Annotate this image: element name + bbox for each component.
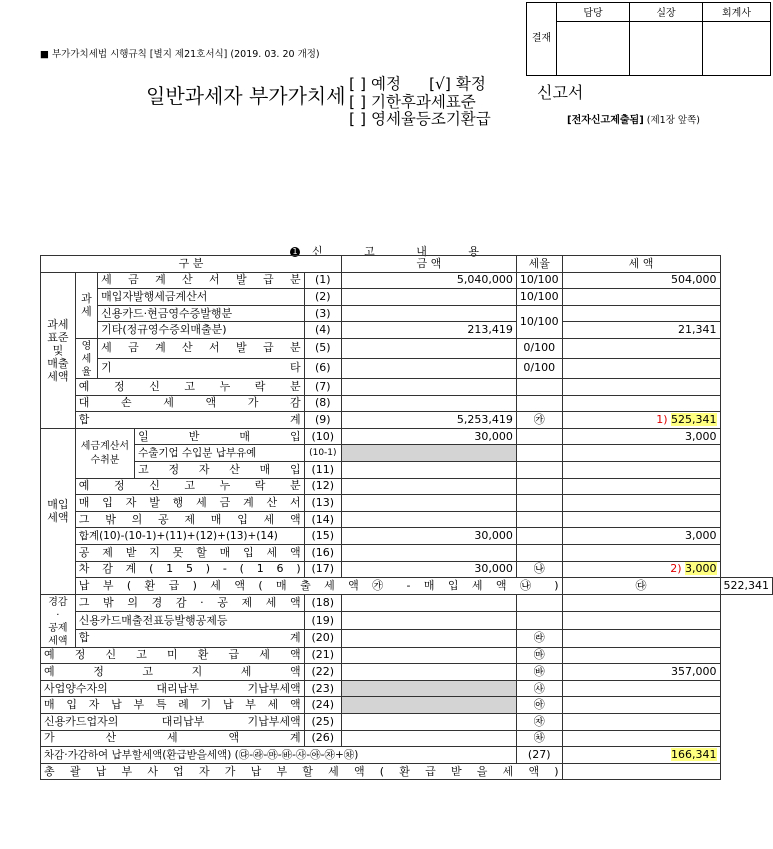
row-label: 기 타 bbox=[98, 358, 305, 378]
row-number: (5) bbox=[304, 338, 341, 358]
rate-cell: ㉴ bbox=[516, 680, 562, 697]
table-row bbox=[41, 412, 773, 429]
row-label: 신용카드업자의 대리납부 기납부세액 bbox=[41, 714, 305, 731]
table-row bbox=[41, 461, 773, 478]
tax-cell[interactable] bbox=[562, 714, 720, 731]
row-number: (8) bbox=[304, 395, 341, 412]
rate-cell bbox=[516, 461, 562, 478]
table-row bbox=[41, 272, 773, 289]
tax-cell[interactable]: 3,000 bbox=[562, 528, 720, 545]
approval-role-staff: 담당 bbox=[557, 3, 630, 22]
amount-cell[interactable] bbox=[341, 395, 516, 412]
amount-cell[interactable] bbox=[341, 478, 516, 495]
section-title: 신 고 내 용 bbox=[312, 245, 498, 258]
row-number: (18) bbox=[304, 594, 341, 612]
row-number: (25) bbox=[304, 714, 341, 731]
table-row bbox=[41, 594, 773, 612]
tax-cell[interactable] bbox=[562, 495, 720, 512]
rate-cell: ㉶ bbox=[516, 714, 562, 731]
option-early-refund[interactable] bbox=[349, 107, 491, 129]
form-title: 일반과세자 부가가치세 bbox=[146, 84, 346, 108]
amount-cell[interactable] bbox=[341, 358, 516, 378]
row-label: 납 부 ( 환 급 ) 세 액 ( 매 출 세 액 ㉮ - 매 입 세 액 ㉯ ) bbox=[75, 578, 562, 595]
tax-cell[interactable] bbox=[562, 763, 720, 780]
row-number: (21) bbox=[304, 647, 341, 664]
row-label: 신용카드·현금영수증발행분 bbox=[98, 305, 305, 322]
option-label: 영세율등조기환급 bbox=[370, 110, 491, 128]
amount-cell[interactable] bbox=[341, 289, 516, 306]
row-label: 기타(정규영수증외매출분) bbox=[98, 322, 305, 339]
option-checkbox[interactable]: [ ] bbox=[349, 75, 367, 93]
table-row bbox=[41, 612, 773, 630]
amount-cell[interactable] bbox=[341, 647, 516, 664]
row-label: 수출기업 수입분 납부유예 bbox=[135, 445, 305, 462]
tax-cell[interactable]: 357,000 bbox=[562, 664, 720, 681]
table-row bbox=[41, 528, 773, 545]
row-label: 매 입 자 납 부 특 례 기 납 부 세 액 bbox=[41, 697, 305, 714]
option-label: 확정 bbox=[455, 75, 486, 93]
amount-cell[interactable] bbox=[341, 511, 516, 528]
table-row bbox=[41, 561, 773, 578]
rate-cell: ㉳ bbox=[516, 664, 562, 681]
approval-box bbox=[526, 2, 771, 76]
tax-cell[interactable] bbox=[562, 305, 720, 322]
row-number: (23) bbox=[304, 680, 341, 697]
row-label: 세 금 계 산 서 발 급 분 bbox=[98, 272, 305, 289]
row-number: (10-1) bbox=[304, 445, 341, 462]
amount-cell-disabled bbox=[341, 697, 516, 714]
amount-cell[interactable] bbox=[341, 338, 516, 358]
row-label: 예 정 신 고 미 환 급 세 액 bbox=[41, 647, 305, 664]
row-label: 일 반 매 입 bbox=[135, 428, 305, 445]
annotation-marker: 2) bbox=[670, 562, 682, 576]
amount-cell[interactable] bbox=[341, 630, 516, 648]
row-number: (14) bbox=[304, 511, 341, 528]
row-label: 고 정 자 산 매 입 bbox=[135, 461, 305, 478]
table-row bbox=[41, 544, 773, 561]
row-number: (12) bbox=[304, 478, 341, 495]
rate-cell: ㉵ bbox=[516, 697, 562, 714]
table-row bbox=[41, 697, 773, 714]
row-number: (6) bbox=[304, 358, 341, 378]
row-number: (7) bbox=[304, 378, 341, 395]
tax-cell[interactable] bbox=[562, 511, 720, 528]
rate-cell bbox=[516, 428, 562, 445]
row-number: (11) bbox=[304, 461, 341, 478]
amount-cell[interactable]: 5,040,000 bbox=[341, 272, 516, 289]
tax-cell[interactable] bbox=[562, 445, 720, 462]
group-label-text: 매입 세액 bbox=[47, 498, 69, 525]
group-label-text: 영 세 율 bbox=[81, 340, 92, 378]
row-label: 매입자발행세금계산서 bbox=[98, 289, 305, 306]
group-label-text: 과세 표준 및 매출 세액 bbox=[47, 317, 69, 383]
tax-cell[interactable] bbox=[562, 338, 720, 358]
tax-cell[interactable] bbox=[562, 647, 720, 664]
row-number: (26) bbox=[304, 730, 341, 747]
rate-cell: 0/100 bbox=[516, 358, 562, 378]
row-number: (22) bbox=[304, 664, 341, 681]
tax-cell[interactable] bbox=[562, 412, 720, 429]
annotation-marker: 1) bbox=[656, 412, 668, 426]
group-label-purchase bbox=[41, 428, 76, 594]
electronic-filing-status: [전자신고제출됨] bbox=[567, 115, 644, 126]
column-header-amount: 금 액 bbox=[341, 256, 516, 273]
approval-sign-manager[interactable] bbox=[630, 21, 703, 76]
rate-cell: 10/100 bbox=[516, 305, 562, 338]
tax-cell[interactable]: 504,000 bbox=[562, 272, 720, 289]
row-label: 합 계 bbox=[75, 630, 304, 648]
tax-cell[interactable] bbox=[562, 561, 720, 578]
highlighted-value: 166,341 bbox=[671, 748, 717, 762]
section-number-icon: 1 bbox=[290, 247, 300, 257]
tax-cell[interactable] bbox=[562, 730, 720, 747]
table-row bbox=[41, 714, 773, 731]
row-number: (19) bbox=[304, 612, 341, 630]
column-header-rate: 세율 bbox=[516, 256, 562, 273]
table-row bbox=[41, 664, 773, 681]
row-label: 예 정 고 지 세 액 bbox=[41, 664, 305, 681]
tax-cell[interactable] bbox=[562, 680, 720, 697]
amount-cell[interactable] bbox=[341, 305, 516, 322]
rate-cell bbox=[516, 528, 562, 545]
row-label: 사업양수자의 대리납부 기납부세액 bbox=[41, 680, 305, 697]
amount-cell[interactable] bbox=[341, 730, 516, 747]
rate-cell bbox=[516, 511, 562, 528]
amount-cell[interactable] bbox=[341, 714, 516, 731]
group-label-text: 경감 · 공제 세액 bbox=[48, 596, 68, 647]
tax-cell[interactable] bbox=[562, 461, 720, 478]
rate-cell: 10/100 bbox=[516, 289, 562, 306]
amount-cell[interactable] bbox=[341, 461, 516, 478]
group-label-text: 세금계산서 수취분 bbox=[80, 441, 130, 467]
group-label-zero-rate bbox=[75, 338, 97, 378]
table-row bbox=[41, 763, 773, 780]
rate-cell bbox=[516, 544, 562, 561]
amount-cell[interactable]: 30,000 bbox=[341, 428, 516, 445]
table-row bbox=[41, 445, 773, 462]
tax-cell[interactable]: 522,341 bbox=[720, 578, 773, 595]
tax-cell[interactable] bbox=[562, 697, 720, 714]
row-label: 총 괄 납 부 사 업 자 가 납 부 할 세 액 ( 환 급 받 을 세 액 ) bbox=[41, 763, 563, 780]
row-label: 차감·가감하여 납부할세액(환급받을세액) (㉰-㉱-㉲-㉳-㉴-㉵-㉶+㉷) bbox=[41, 747, 517, 764]
group-label-invoice-received bbox=[75, 428, 134, 478]
row-label: 신용카드매출전표등발행공제등 bbox=[75, 612, 304, 630]
tax-cell[interactable] bbox=[562, 289, 720, 306]
row-label: 세 금 계 산 서 발 급 분 bbox=[98, 338, 305, 358]
row-number: (15) bbox=[304, 528, 341, 545]
row-number: (4) bbox=[304, 322, 341, 339]
amount-cell[interactable]: 30,000 bbox=[341, 528, 516, 545]
row-number: (17) bbox=[304, 561, 341, 578]
table-row bbox=[41, 495, 773, 512]
row-label: 그 밖 의 공 제 매 입 세 액 bbox=[75, 511, 304, 528]
amount-cell[interactable]: 30,000 bbox=[341, 561, 516, 578]
tax-cell[interactable] bbox=[562, 594, 720, 612]
rate-cell: 0/100 bbox=[516, 338, 562, 358]
amount-cell[interactable] bbox=[341, 378, 516, 395]
table-row bbox=[41, 305, 773, 322]
amount-cell-disabled bbox=[341, 680, 516, 697]
row-number: (3) bbox=[304, 305, 341, 322]
approval-role-accountant: 회계사 bbox=[703, 3, 771, 22]
amount-cell-disabled bbox=[341, 445, 516, 462]
table-row bbox=[41, 730, 773, 747]
highlighted-value: 525,341 bbox=[671, 412, 717, 426]
row-number: (2) bbox=[304, 289, 341, 306]
amount-cell[interactable]: 5,253,419 bbox=[341, 412, 516, 429]
row-label: 대 손 세 액 가 감 bbox=[75, 395, 304, 412]
rate-cell bbox=[516, 445, 562, 462]
row-label: 차 감 계 ( 1 5 ) - ( 1 6 ) bbox=[75, 561, 304, 578]
amount-cell[interactable] bbox=[341, 612, 516, 630]
declaration-table bbox=[40, 255, 773, 780]
amount-cell[interactable]: 213,419 bbox=[341, 322, 516, 339]
amount-cell[interactable] bbox=[341, 664, 516, 681]
rate-cell bbox=[516, 395, 562, 412]
table-row bbox=[41, 289, 773, 306]
rate-cell bbox=[516, 478, 562, 495]
approval-role-manager: 실장 bbox=[630, 3, 703, 22]
tax-cell[interactable] bbox=[562, 747, 720, 764]
tax-cell[interactable] bbox=[562, 395, 720, 412]
rate-cell bbox=[516, 612, 562, 630]
table-row bbox=[41, 395, 773, 412]
rate-cell: ㉱ bbox=[516, 630, 562, 648]
group-label-taxable bbox=[75, 272, 97, 338]
rate-cell: ㉷ bbox=[516, 730, 562, 747]
group-label-deduction bbox=[41, 594, 76, 647]
tax-cell[interactable] bbox=[562, 630, 720, 648]
table-row bbox=[41, 478, 773, 495]
approval-label: 결재 bbox=[527, 3, 557, 76]
rate-cell bbox=[516, 495, 562, 512]
column-header-category: 구 분 bbox=[41, 256, 342, 273]
rate-cell: ㉲ bbox=[516, 647, 562, 664]
table-row bbox=[41, 747, 773, 764]
row-label: 공 제 받 지 못 할 매 입 세 액 bbox=[75, 544, 304, 561]
rate-cell bbox=[516, 378, 562, 395]
group-label-taxbase bbox=[41, 272, 76, 428]
option-checkbox[interactable]: [ ] bbox=[349, 93, 367, 111]
row-number: (24) bbox=[304, 697, 341, 714]
approval-sign-accountant[interactable] bbox=[703, 21, 771, 76]
option-checkbox[interactable]: [√] bbox=[429, 75, 451, 93]
tax-cell[interactable] bbox=[562, 612, 720, 630]
rate-cell bbox=[516, 594, 562, 612]
tax-cell[interactable] bbox=[562, 544, 720, 561]
tax-cell[interactable] bbox=[562, 378, 720, 395]
rate-cell: ㉮ bbox=[516, 412, 562, 429]
tax-cell[interactable]: 3,000 bbox=[562, 428, 720, 445]
table-row bbox=[41, 322, 773, 339]
row-label: 합 계 bbox=[75, 412, 304, 429]
row-number: (27) bbox=[516, 747, 562, 764]
table-row bbox=[41, 578, 773, 595]
table-header-row bbox=[41, 256, 773, 273]
column-header-tax: 세 액 bbox=[562, 256, 720, 273]
amount-cell[interactable] bbox=[341, 544, 516, 561]
table-row bbox=[41, 511, 773, 528]
tax-cell[interactable] bbox=[562, 478, 720, 495]
row-label: 예 정 신 고 누 락 분 bbox=[75, 378, 304, 395]
row-number: (10) bbox=[304, 428, 341, 445]
group-label-text: 과 세 bbox=[81, 292, 92, 319]
tax-cell[interactable]: 21,341 bbox=[562, 322, 720, 339]
option-label: 기한후과세표준 bbox=[370, 93, 476, 111]
table-row bbox=[41, 630, 773, 648]
table-row bbox=[41, 338, 773, 358]
rate-cell: 10/100 bbox=[516, 272, 562, 289]
row-number: (9) bbox=[304, 412, 341, 429]
table-row bbox=[41, 647, 773, 664]
rate-cell: ㉰ bbox=[562, 578, 720, 595]
table-row bbox=[41, 358, 773, 378]
amount-cell[interactable] bbox=[341, 594, 516, 612]
form-title-suffix: 신고서 bbox=[537, 83, 584, 102]
page-indicator: (제1장 앞쪽) bbox=[646, 115, 700, 126]
row-label: 가 산 세 액 계 bbox=[41, 730, 305, 747]
row-label: 그 밖 의 경 감 · 공 제 세 액 bbox=[75, 594, 304, 612]
approval-sign-staff[interactable] bbox=[557, 21, 630, 76]
row-number: (13) bbox=[304, 495, 341, 512]
row-number: (1) bbox=[304, 272, 341, 289]
table-row bbox=[41, 378, 773, 395]
table-row bbox=[41, 428, 773, 445]
row-label: 예 정 신 고 누 락 분 bbox=[75, 478, 304, 495]
row-label: 매 입 자 발 행 세 금 계 산 서 bbox=[75, 495, 304, 512]
option-label: 예정 bbox=[370, 75, 401, 93]
row-number: (16) bbox=[304, 544, 341, 561]
row-label: 합계(10)-(10-1)+(11)+(12)+(13)+(14) bbox=[75, 528, 304, 545]
regulation-reference: ■ 부가가치세법 시행규칙 [별지 제21호서식] (2019. 03. 20 개정) bbox=[40, 49, 320, 60]
row-number: (20) bbox=[304, 630, 341, 648]
option-checkbox[interactable]: [ ] bbox=[349, 110, 367, 128]
electronic-filing-note bbox=[567, 111, 700, 126]
table-row bbox=[41, 680, 773, 697]
highlighted-value: 3,000 bbox=[685, 562, 717, 576]
amount-cell[interactable] bbox=[341, 495, 516, 512]
rate-cell: ㉯ bbox=[516, 561, 562, 578]
tax-cell[interactable] bbox=[562, 358, 720, 378]
